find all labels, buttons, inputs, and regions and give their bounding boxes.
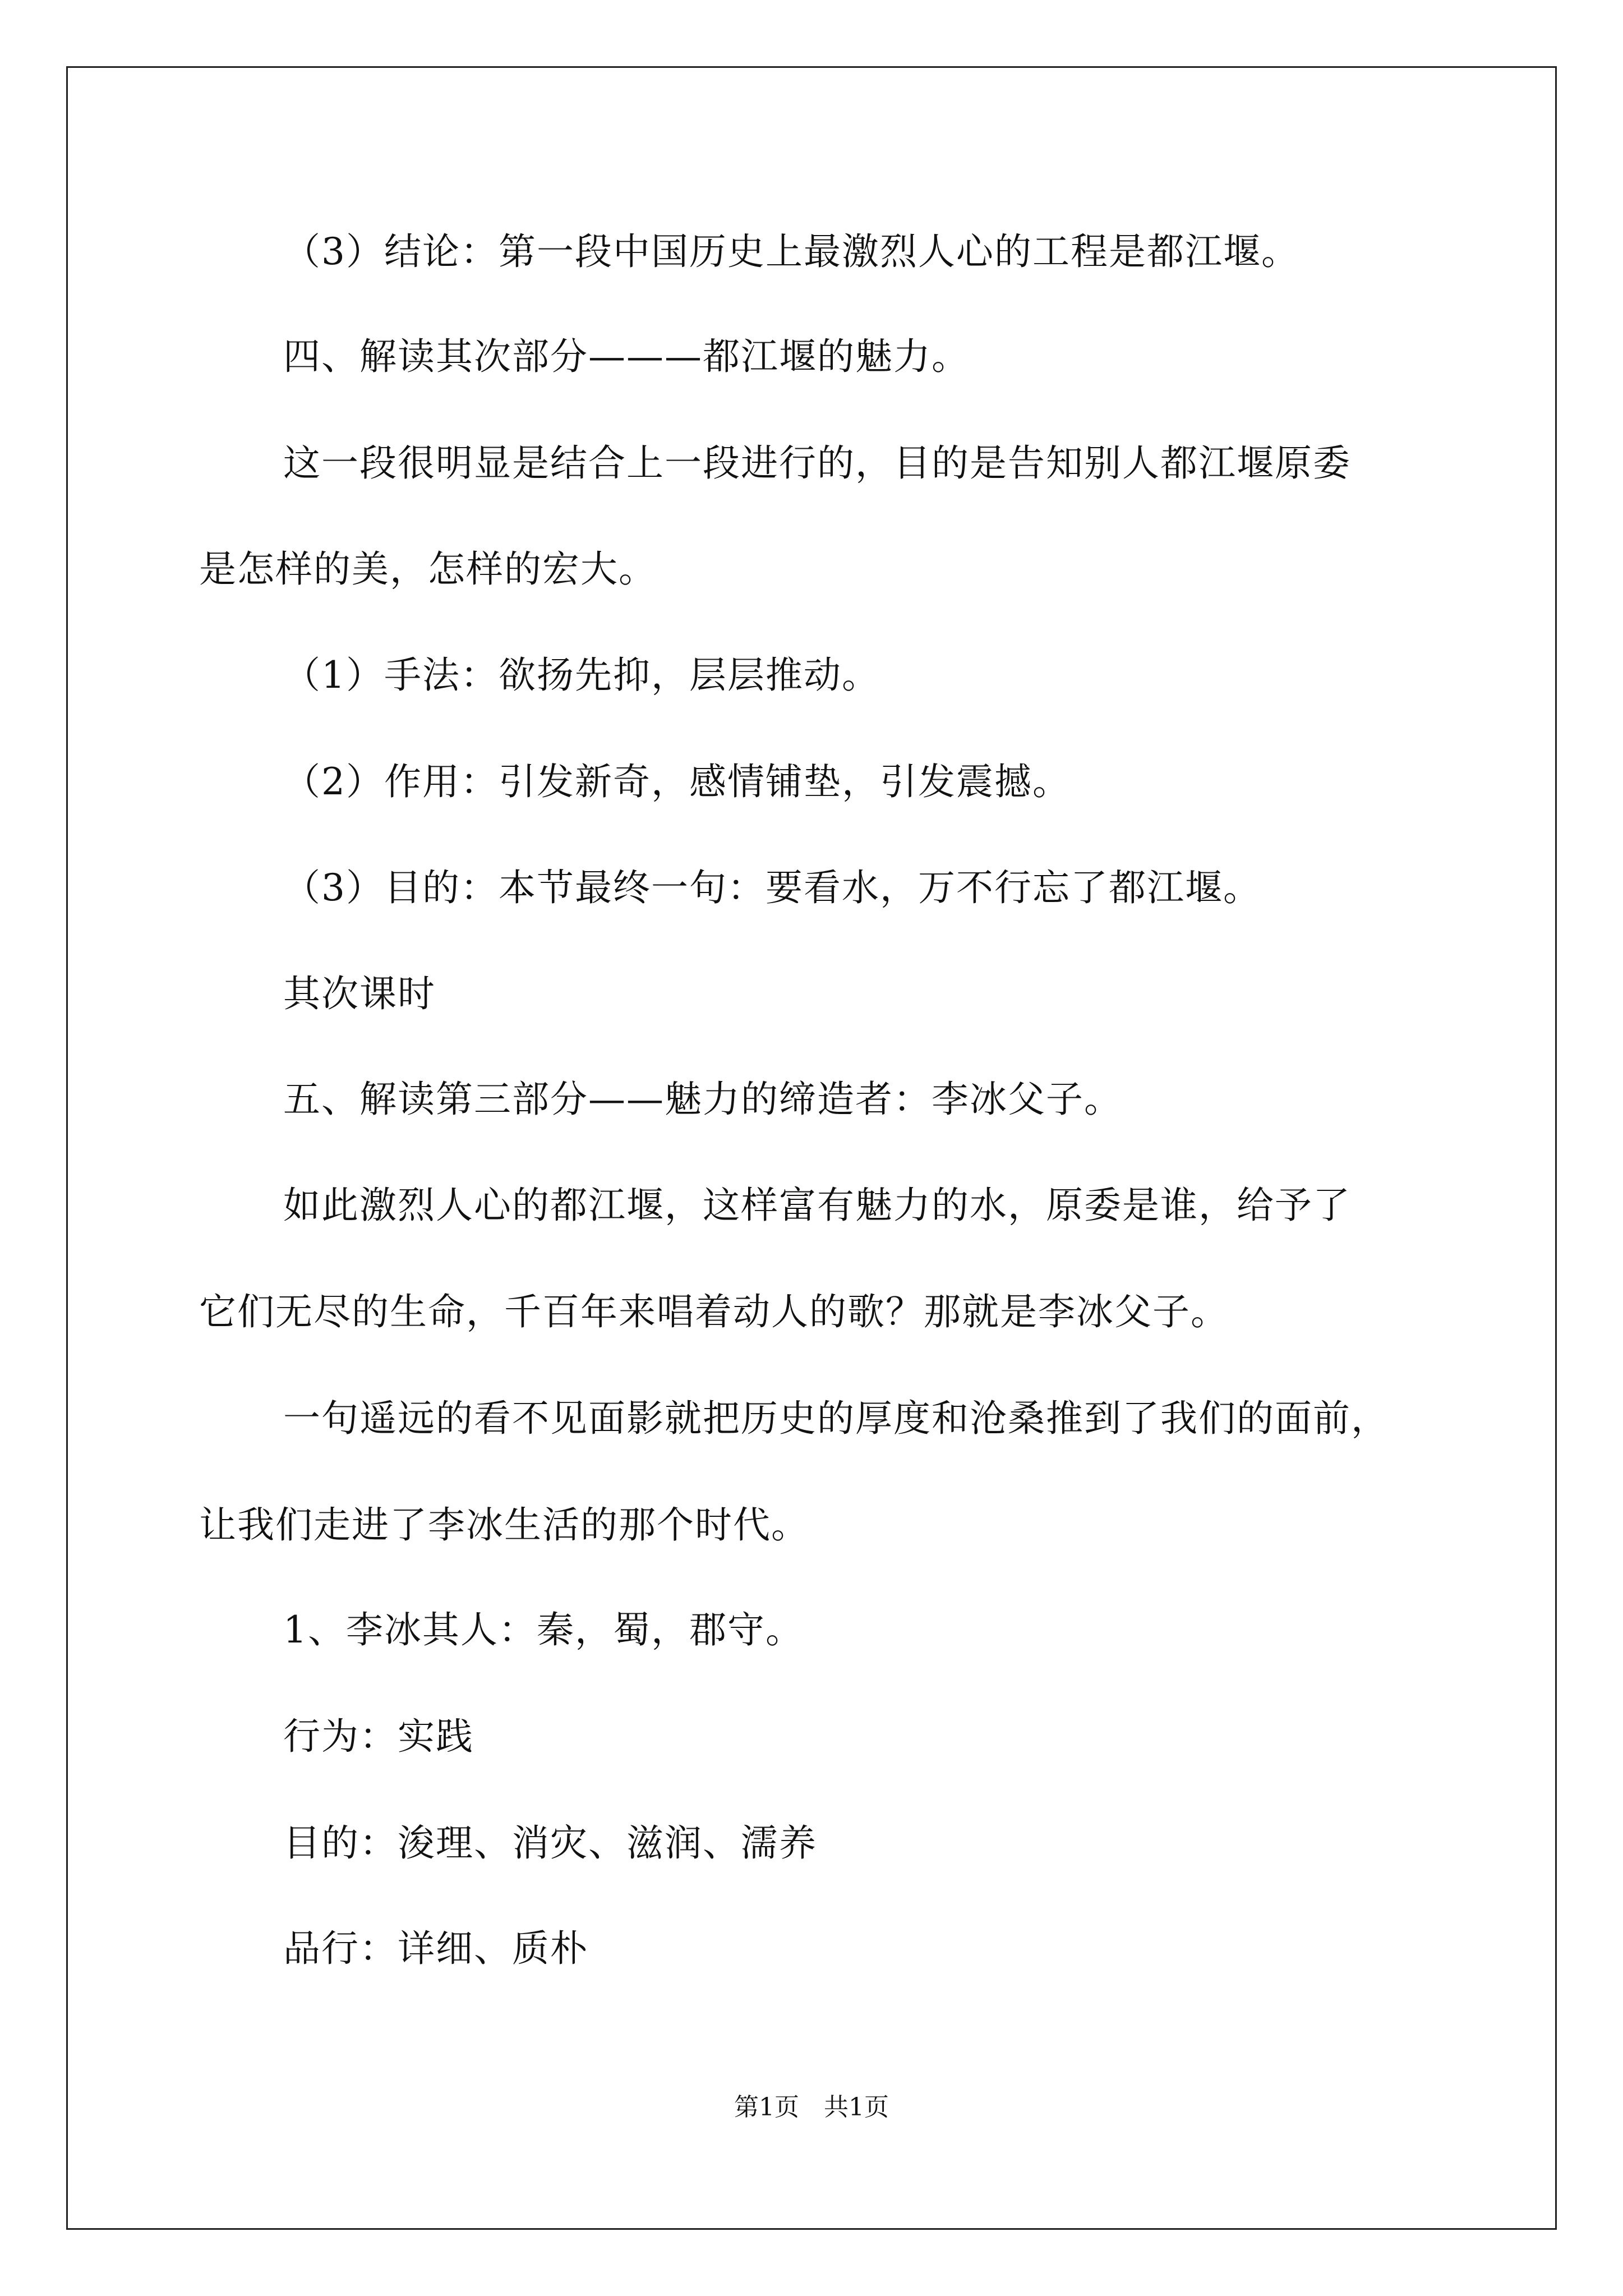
paragraph-line: 行为：实践	[283, 1715, 474, 1758]
page-footer: 第1页 共1页	[734, 2093, 889, 2122]
paragraph-line: （2）作用：引发新奇，感情铺垫，引发震撼。	[283, 760, 1071, 803]
paragraph-line: 它们无尽的生命，千百年来唱着动人的歌？那就是李冰父子。	[199, 1290, 1229, 1333]
paragraph-line: （3）目的：本节最终一句：要看水，万不行忘了都江堰。	[283, 866, 1261, 909]
page-border	[66, 66, 1557, 2230]
section-heading: 其次课时	[283, 972, 436, 1015]
paragraph-line: 品行：详细、质朴	[283, 1927, 588, 1970]
paragraph-line: 1、李冰其人：秦，蜀，郡守。	[283, 1608, 804, 1651]
paragraph-line: 目的：浚理、消灾、滋润、濡养	[283, 1821, 817, 1865]
paragraph-line: 是怎样的美，怎样的宏大。	[199, 547, 657, 591]
section-heading: 四、解读其次部分———都江堰的魅力。	[283, 335, 970, 378]
paragraph-line: 如此激烈人心的都江堰，这样富有魅力的水，原委是谁，给予了	[283, 1184, 1351, 1227]
paragraph-line: 让我们走进了李冰生活的那个时代。	[199, 1503, 809, 1547]
paragraph-line: 一句遥远的看不见面影就把历史的厚度和沧桑推到了我们的面前，	[283, 1397, 1389, 1440]
paragraph-line: 这一段很明显是结合上一段进行的，目的是告知别人都江堰原委	[283, 441, 1351, 485]
paragraph-line: （3）结论：第一段中国历史上最激烈人心的工程是都江堰。	[283, 230, 1299, 273]
section-heading: 五、解读第三部分——魅力的缔造者：李冰父子。	[283, 1078, 1122, 1121]
paragraph-line: （1）手法：欲扬先抑，层层推动。	[283, 654, 880, 697]
